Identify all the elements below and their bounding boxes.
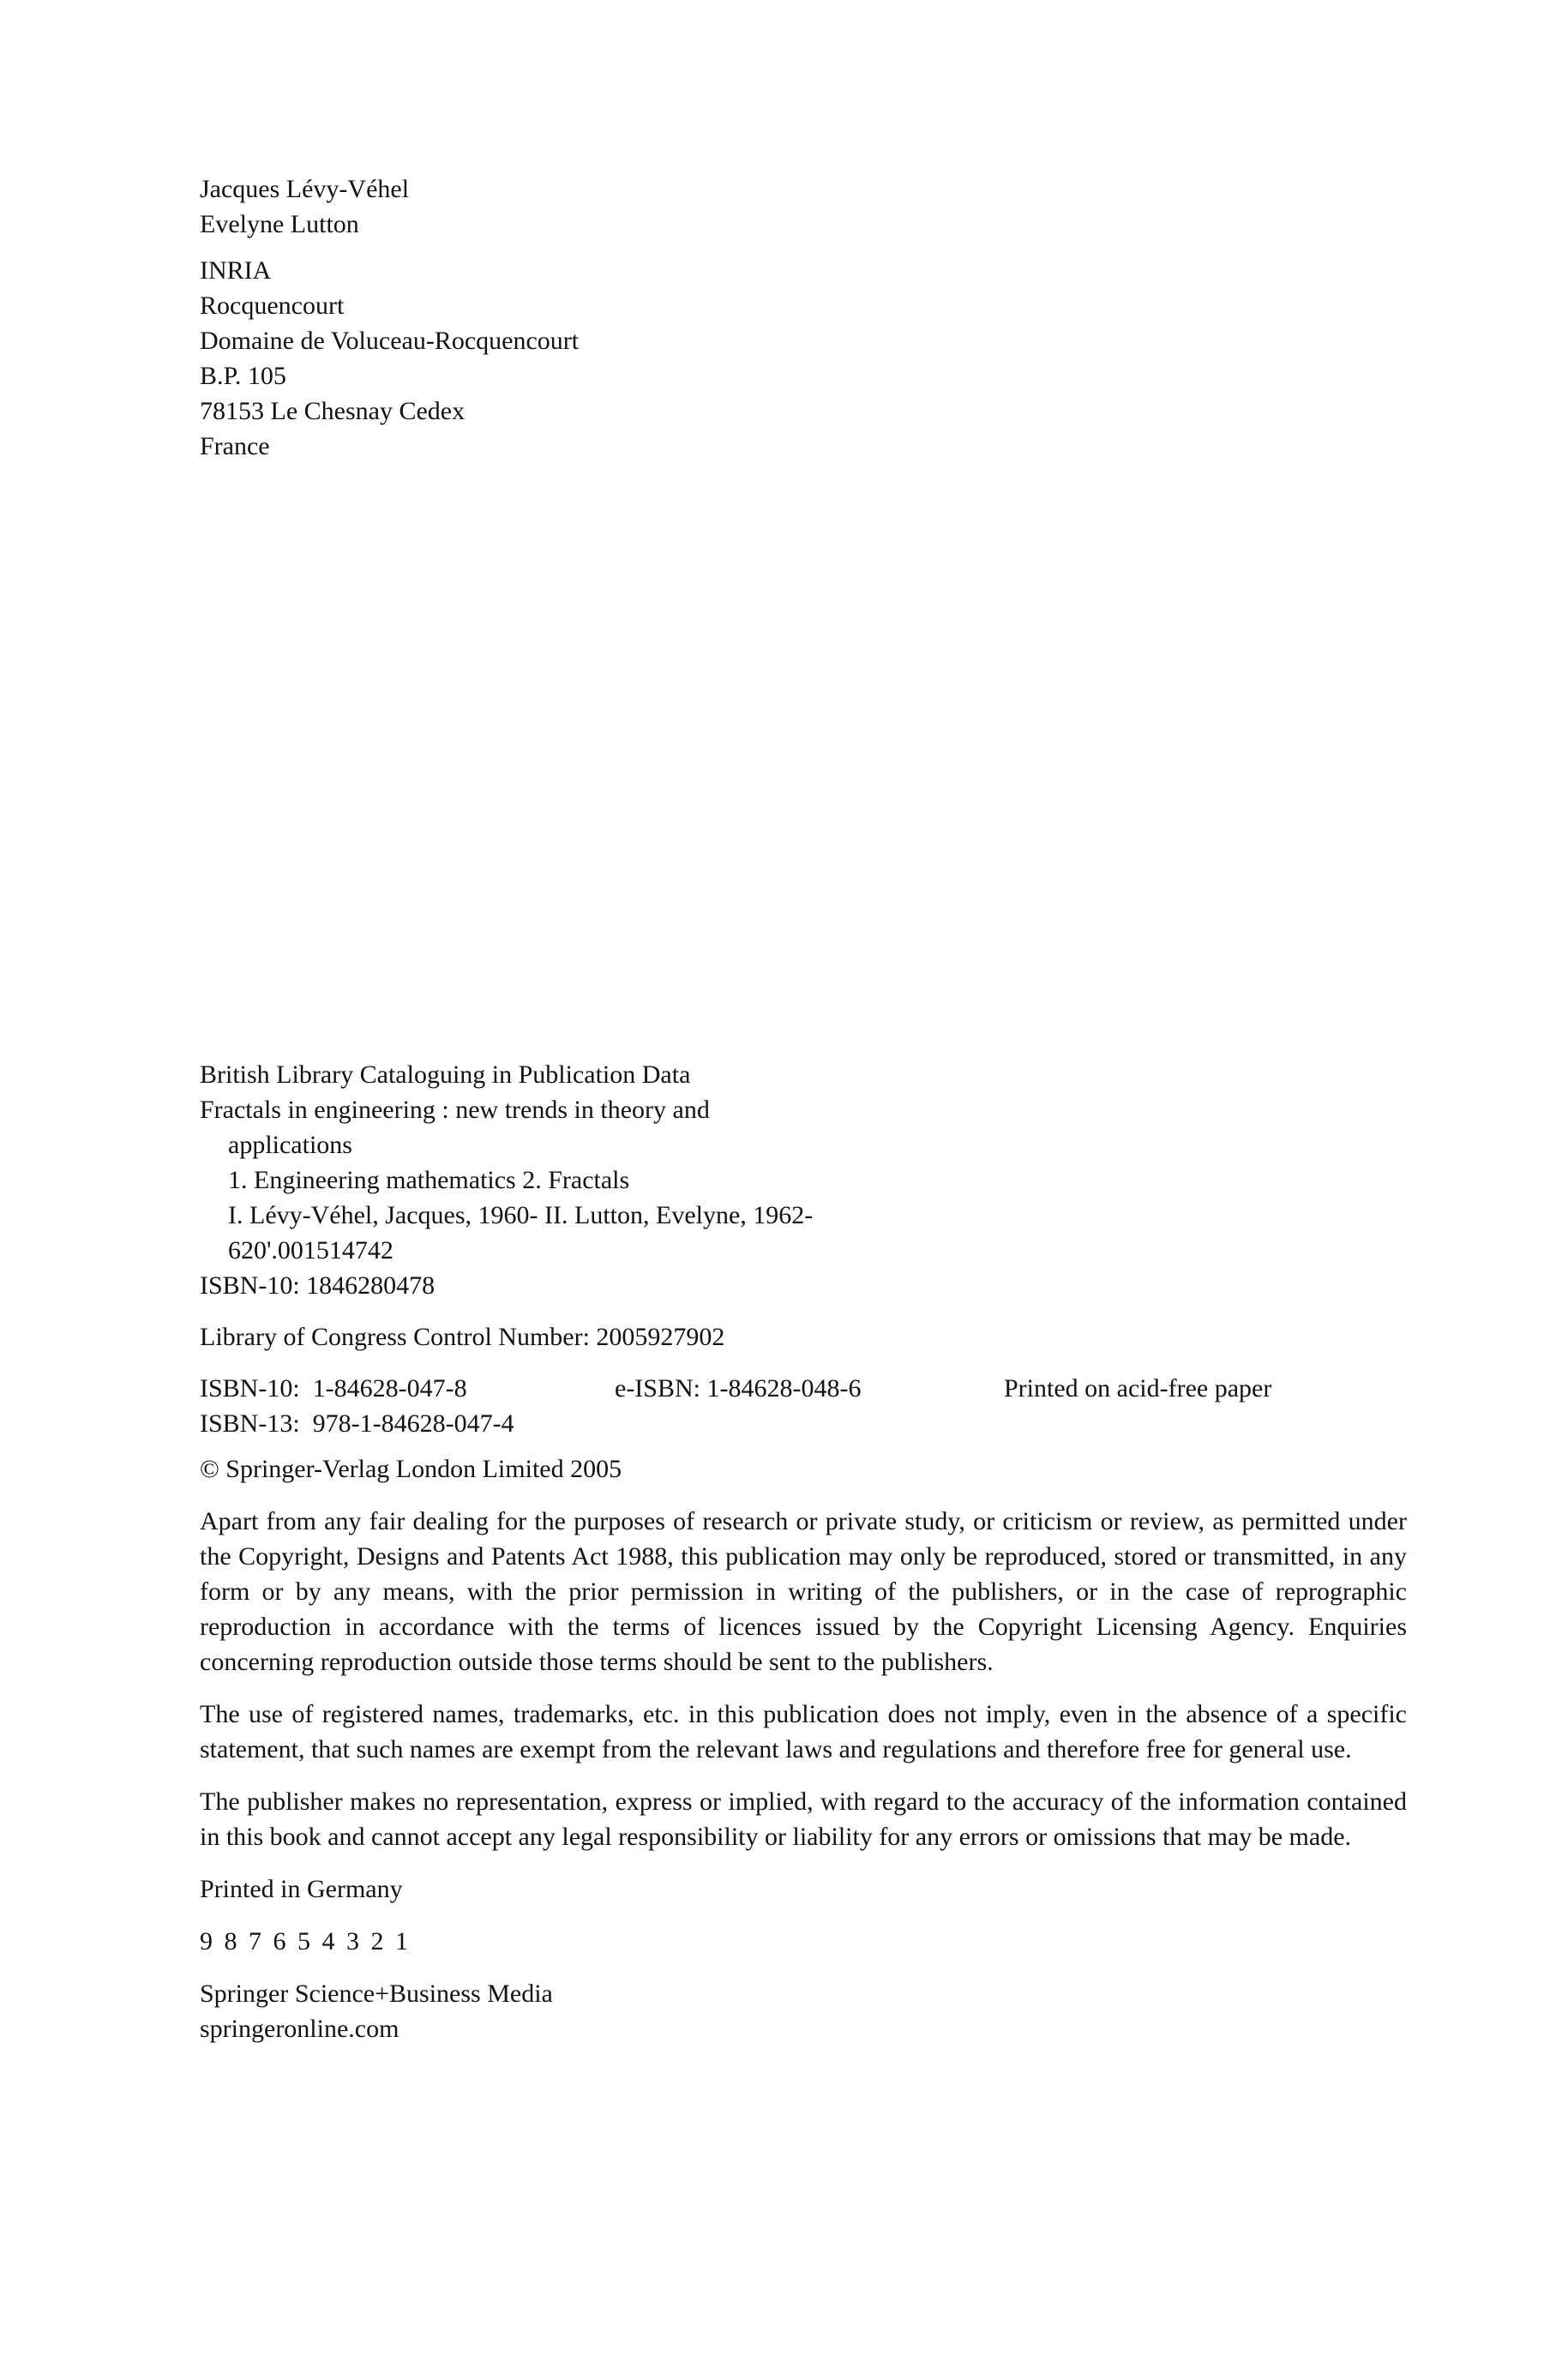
cataloguing-line: British Library Cataloguing in Publication Data xyxy=(200,1060,691,1089)
isbn-row xyxy=(200,1371,1407,1406)
affiliation-block xyxy=(200,253,1407,464)
legal-paragraph-disclaimer: The publisher makes no representation, express or implied, with regard to the accuracy of the information contained in this book and cannot accept any legal responsibility or liability for any errors or omissions that may be made. xyxy=(200,1787,1407,1851)
page-content xyxy=(200,171,1407,2046)
legal-paragraph-trademarks: The use of registered names, trademarks, etc. in this publication does not imply, even in the absence of a specific statement, that such names are exempt from the relevant laws and regulations and therefore free for general use. xyxy=(200,1700,1407,1763)
cataloguing-line: 1. Engineering mathematics 2. Fractals xyxy=(228,1166,630,1194)
print-run-numbers: 9 8 7 6 5 4 3 2 1 xyxy=(200,1927,411,1955)
eisbn-value: e-ISBN: 1-84628-048-6 xyxy=(615,1374,862,1403)
loc-control-number: Library of Congress Control Number: 2005927902 xyxy=(200,1323,725,1351)
affiliation-line: 78153 Le Chesnay Cedex xyxy=(200,397,466,425)
author-name: Evelyne Lutton xyxy=(200,210,359,238)
copyright-line: © Springer-Verlag London Limited 2005 xyxy=(200,1455,622,1483)
affiliation-line: Domaine de Voluceau-Rocquencourt xyxy=(200,327,580,355)
isbn13-value: ISBN-13: 978-1-84628-047-4 xyxy=(200,1409,514,1438)
acid-free-note: Printed on acid-free paper xyxy=(1004,1374,1272,1403)
cataloguing-line: Fractals in engineering : new trends in theory and xyxy=(200,1096,710,1124)
affiliation-line: Rocquencourt xyxy=(200,291,345,320)
affiliation-line: France xyxy=(200,432,270,460)
printed-in-line: Printed in Germany xyxy=(200,1875,403,1903)
publisher-name: Springer Science+Business Media xyxy=(200,1979,553,2008)
affiliation-line: INRIA xyxy=(200,256,272,285)
cataloguing-isbn10: ISBN-10: 1846280478 xyxy=(200,1271,436,1300)
cataloguing-line: I. Lévy-Véhel, Jacques, 1960- II. Lutton, Evelyne, 1962- xyxy=(228,1201,814,1229)
cataloguing-line: applications xyxy=(228,1131,352,1159)
cataloguing-line: 620'.001514742 xyxy=(228,1236,394,1265)
legal-paragraph-fair-dealing: Apart from any fair dealing for the purposes of research or private study, or criticism or review, as permitted under the Copyright, Designs and Patents Act 1988, this publication may only be reproduced, stored or transmitted, in any form or by any means, with the prior permission in writing of the publishers, or in the case of reprographic reproduction in accordance with the terms of licences issued by the Copyright Licensing Agency. Enquiries concerning reproduction outside those terms should be sent to the publishers. xyxy=(200,1507,1407,1676)
author-name: Jacques Lévy-Véhel xyxy=(200,175,410,203)
publisher-website: springeronline.com xyxy=(200,2015,400,2043)
author-block xyxy=(200,171,1407,242)
cataloguing-block xyxy=(200,1057,1407,1303)
publisher-block xyxy=(200,1976,1407,2046)
isbn10-value: ISBN-10: 1-84628-047-8 xyxy=(200,1374,467,1403)
affiliation-line: B.P. 105 xyxy=(200,362,286,390)
